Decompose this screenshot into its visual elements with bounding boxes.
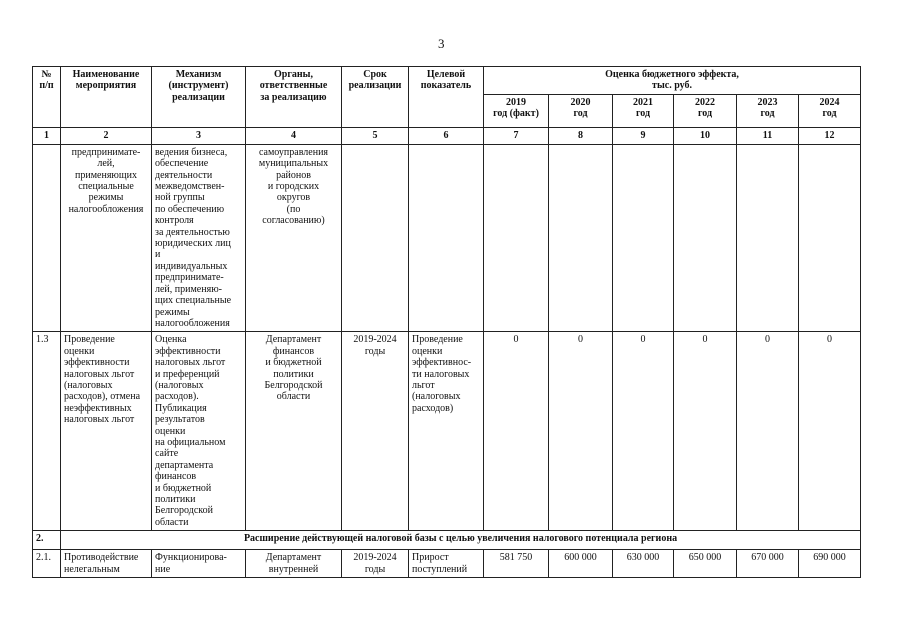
header-number: № п/п (33, 67, 61, 128)
target-indicator (409, 144, 484, 332)
event-name: предпринимате- лей, применяющих специальные режимы налогообложения (61, 144, 152, 332)
value-cell: 0 (799, 332, 861, 531)
row-number: 2.1. (33, 550, 61, 578)
value-cell: 0 (737, 332, 799, 531)
row-number (33, 144, 61, 332)
column-number: 11 (737, 127, 799, 144)
responsible-body: самоуправления муниципальных районов и городских округов (по согласованию) (246, 144, 342, 332)
header-mechanism: Механизм (инструмент) реализации (152, 67, 246, 128)
column-number: 7 (484, 127, 549, 144)
column-number: 4 (246, 127, 342, 144)
header-term: Срок реализации (342, 67, 409, 128)
header-year: 2020 год (549, 94, 613, 127)
target-indicator: Прирост поступлений (409, 550, 484, 578)
header-responsible: Органы, ответственные за реализацию (246, 67, 342, 128)
mechanism: Оценка эффективности налоговых льгот и преференций (налоговых расходов). Публикация результатов оценки на официальном сайте департамента финансов и бюджетной политики Белгородской области (152, 332, 246, 531)
value-cell: 600 000 (549, 550, 613, 578)
column-number: 1 (33, 127, 61, 144)
column-number: 5 (342, 127, 409, 144)
section-row (33, 531, 861, 550)
value-cell (737, 144, 799, 332)
row-number: 1.3 (33, 332, 61, 531)
value-cell (484, 144, 549, 332)
target-indicator: Проведение оценки эффективнос- ти налоговых льгот (налоговых расходов) (409, 332, 484, 531)
term (342, 144, 409, 332)
event-name: Проведение оценки эффективности налоговых льгот (налоговых расходов), отмена неэффективных налоговых льгот (61, 332, 152, 531)
value-cell: 0 (674, 332, 737, 531)
header-year: 2021 год (613, 94, 674, 127)
column-number: 12 (799, 127, 861, 144)
mechanism: Функционирова- ние (152, 550, 246, 578)
table-row (33, 550, 861, 578)
column-numbers-row (33, 127, 861, 144)
budget-effect-table (32, 66, 861, 578)
column-number: 3 (152, 127, 246, 144)
column-number: 6 (409, 127, 484, 144)
header-year: 2022 год (674, 94, 737, 127)
header-year: 2023 год (737, 94, 799, 127)
responsible-body: Департамент финансов и бюджетной политики Белгородской области (246, 332, 342, 531)
column-number: 8 (549, 127, 613, 144)
value-cell (674, 144, 737, 332)
term: 2019-2024 годы (342, 332, 409, 531)
event-name: Противодействие нелегальным (61, 550, 152, 578)
table-row (33, 144, 861, 332)
value-cell (799, 144, 861, 332)
section-number: 2. (33, 531, 61, 550)
header-row-top (33, 67, 861, 95)
value-cell: 650 000 (674, 550, 737, 578)
table-row (33, 332, 861, 531)
value-cell: 630 000 (613, 550, 674, 578)
section-title: Расширение действующей налоговой базы с целью увеличения налогового потенциала региона (61, 531, 861, 550)
value-cell (549, 144, 613, 332)
value-cell (613, 144, 674, 332)
header-target: Целевой показатель (409, 67, 484, 128)
value-cell: 0 (613, 332, 674, 531)
header-event-name: Наименование мероприятия (61, 67, 152, 128)
mechanism: ведения бизнеса, обеспечение деятельности межведомствен- ной группы по обеспечению контроля за деятельностью юридических лиц и индивидуальных предпринимате- лей, применяю- щих специальные режимы налогообложения (152, 144, 246, 332)
value-cell: 0 (484, 332, 549, 531)
column-number: 2 (61, 127, 152, 144)
value-cell: 581 750 (484, 550, 549, 578)
term: 2019-2024 годы (342, 550, 409, 578)
header-budget-effect: Оценка бюджетного эффекта, тыс. руб. (484, 67, 861, 95)
page-number: 3 (438, 36, 445, 51)
value-cell: 690 000 (799, 550, 861, 578)
value-cell: 0 (549, 332, 613, 531)
header-year: 2024 год (799, 94, 861, 127)
responsible-body: Департамент внутренней (246, 550, 342, 578)
column-number: 9 (613, 127, 674, 144)
header-year: 2019 год (факт) (484, 94, 549, 127)
column-number: 10 (674, 127, 737, 144)
value-cell: 670 000 (737, 550, 799, 578)
